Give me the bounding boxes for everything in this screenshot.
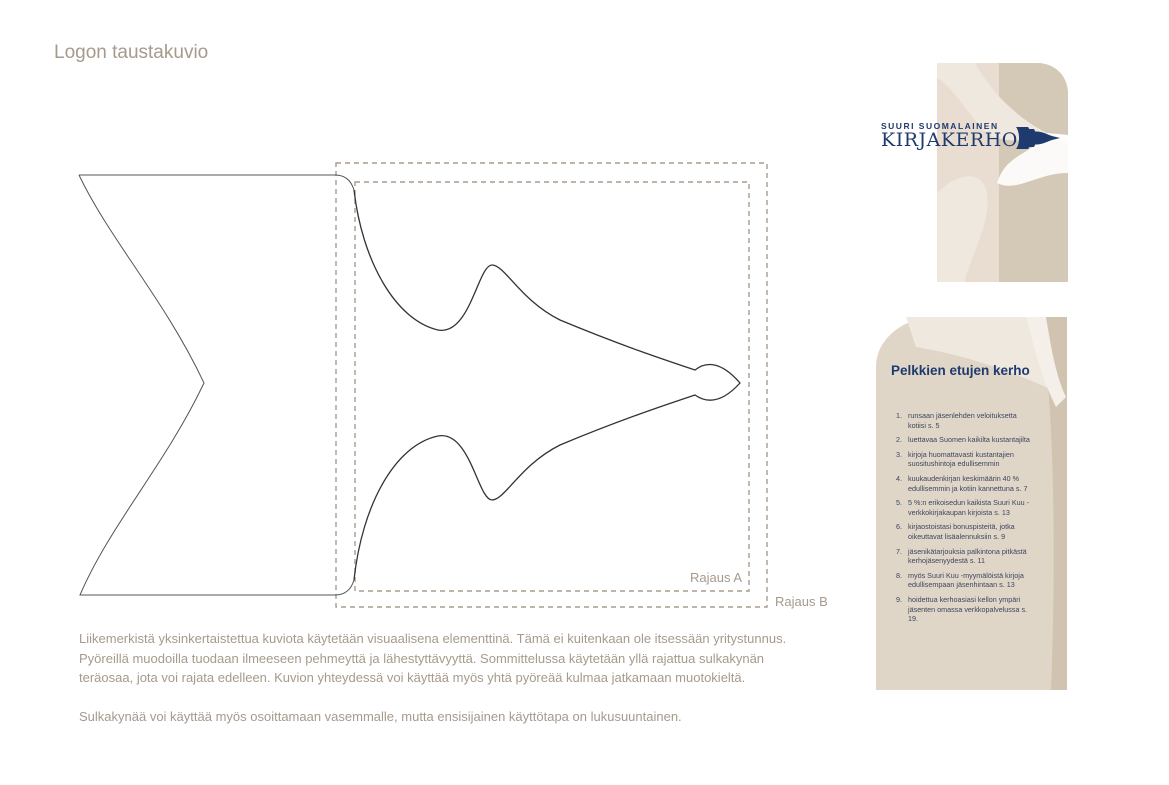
benefits-title: Pelkkien etujen kerho [891,363,1030,378]
feather-corner-bottom [335,580,354,595]
logo-top-text: SUURI SUOMALAINEN [881,121,999,131]
crop-label-b: Rajaus B [775,594,828,609]
feather-left-shape [79,175,335,595]
pen-nib-shape [354,190,740,580]
logo-card-background [937,63,1068,282]
list-item: 6. kirjaostoistasi bonuspisteitä, jotka oikeuttavat lisäalennuksiin s. 9 [896,522,1015,541]
list-item: 1. runsaan jäsenlehden veloituksetta kotiisi s. 5 [896,411,1017,430]
list-item: 2. luettavaa Suomen kaikilta kustantajilta [896,435,1030,445]
list-item: 8. myös Suuri Kuu -myymälöistä kirjoja edullisempaan jäsenhintaan s. 13 [896,570,1024,590]
list-item: 5. 5 %:n erikoisedun kaikista Suuri Kuu -verkkokirjakaupan kirjoista s. 13 [896,498,1030,517]
feather-corner-top [335,175,354,190]
description-paragraph-1: Liikemerkistä yksinkertaistettua kuviota käytetään visuaalisena elementtinä. Tämä ei kuitenkaan ole itsessään yritystunnus. Pyöreillä muodoilla tuodaan ilmeeseen pehmeyttä ja lähestyttävyyttä. Sommittelussa käytetään yllä rajattua sulkakynän teräosaa, jota voi rajata edelleen. Kuvion yhteydessä voi käyttää myös yhtä pyöreää kulmaa jatkamaan muotokieltä. [79,631,787,685]
benefits-card [876,317,1067,690]
crop-box-b [336,163,767,607]
list-item: 3. kirjoja huomattavasti kustantajien suositushintoja edullisemmin [896,449,1014,469]
list-item: 7. jäsenikätarjouksia palkintona pitkästä kerhojäsenyydestä s. 11 [896,546,1027,566]
crop-label-a: Rajaus A [690,570,743,585]
page-title: Logon taustakuvio [54,42,209,63]
description-paragraph-2: Sulkakynää voi käyttää myös osoittamaan vasemmalle, mutta ensisijainen käyttötapa on lukusuuntainen. [79,709,682,724]
crop-box-a [355,182,749,591]
list-item: 4. kuukaudenkirjan keskimäärin 40 % edullisemmin ja kotiin kannettuna s. 7 [896,473,1028,493]
quill-nib-icon [1014,124,1062,152]
list-item: 9. hoidettua kerhoasiasi kellon ympäri jäsenten omassa verkkopalvelussa s. 19. [896,594,1028,624]
logo-card [881,63,1068,282]
logo-main-text: KIRJAKERHO [881,129,1018,151]
kirjakerho-logo [881,121,1111,157]
benefits-list [896,411,1032,629]
